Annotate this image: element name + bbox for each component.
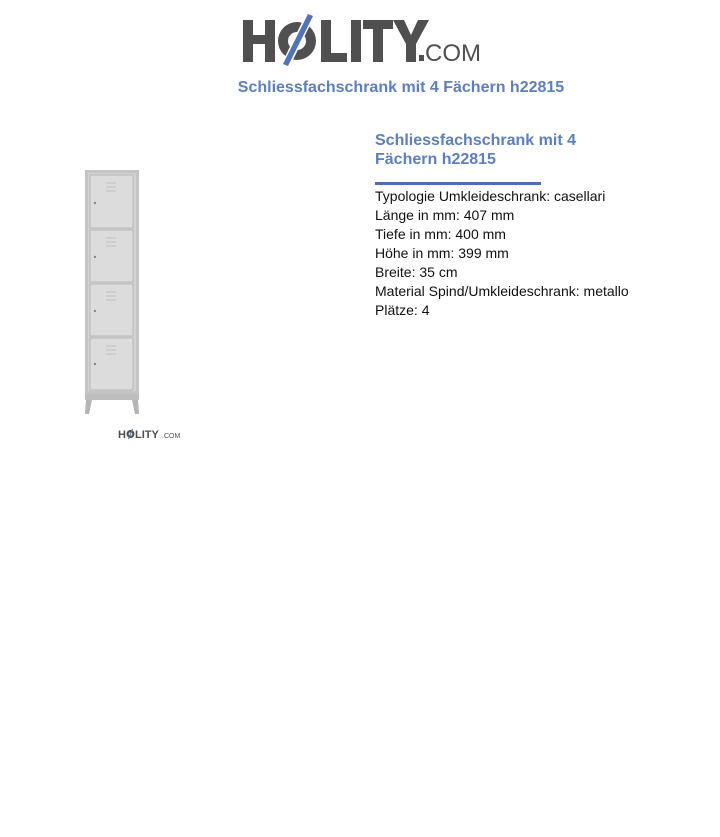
spec-item-plaetze: Plätze: 4 — [375, 302, 430, 318]
spec-item-laenge: Länge in mm: 407 mm — [375, 207, 515, 223]
product-heading: Schliessfachschrank mit 4 Fächern h22815 — [375, 132, 576, 168]
svg-text:LITY: LITY — [135, 429, 159, 441]
heading-divider — [375, 182, 541, 185]
product-details — [375, 131, 705, 320]
spec-item-material: Material Spind/Umkleideschrank: metallo — [375, 283, 629, 299]
svg-text:H: H — [118, 429, 126, 441]
svg-text:COM: COM — [425, 40, 481, 67]
spec-item-breite: Breite: 35 cm — [375, 264, 458, 280]
spec-item-hoehe: Höhe in mm: 399 mm — [375, 245, 509, 261]
holity-logo — [241, 10, 481, 68]
spec-item-typologie: Typologie Umkleideschrank: casellari — [375, 188, 606, 204]
svg-text:.COM: .COM — [162, 433, 181, 440]
page-title: Schliessfachschrank mit 4 Fächern h22815 — [237, 79, 565, 96]
spec-item-tiefe: Tiefe in mm: 400 mm — [375, 226, 506, 242]
locker-cabinet-image — [80, 165, 200, 450]
spec-list — [375, 187, 705, 320]
